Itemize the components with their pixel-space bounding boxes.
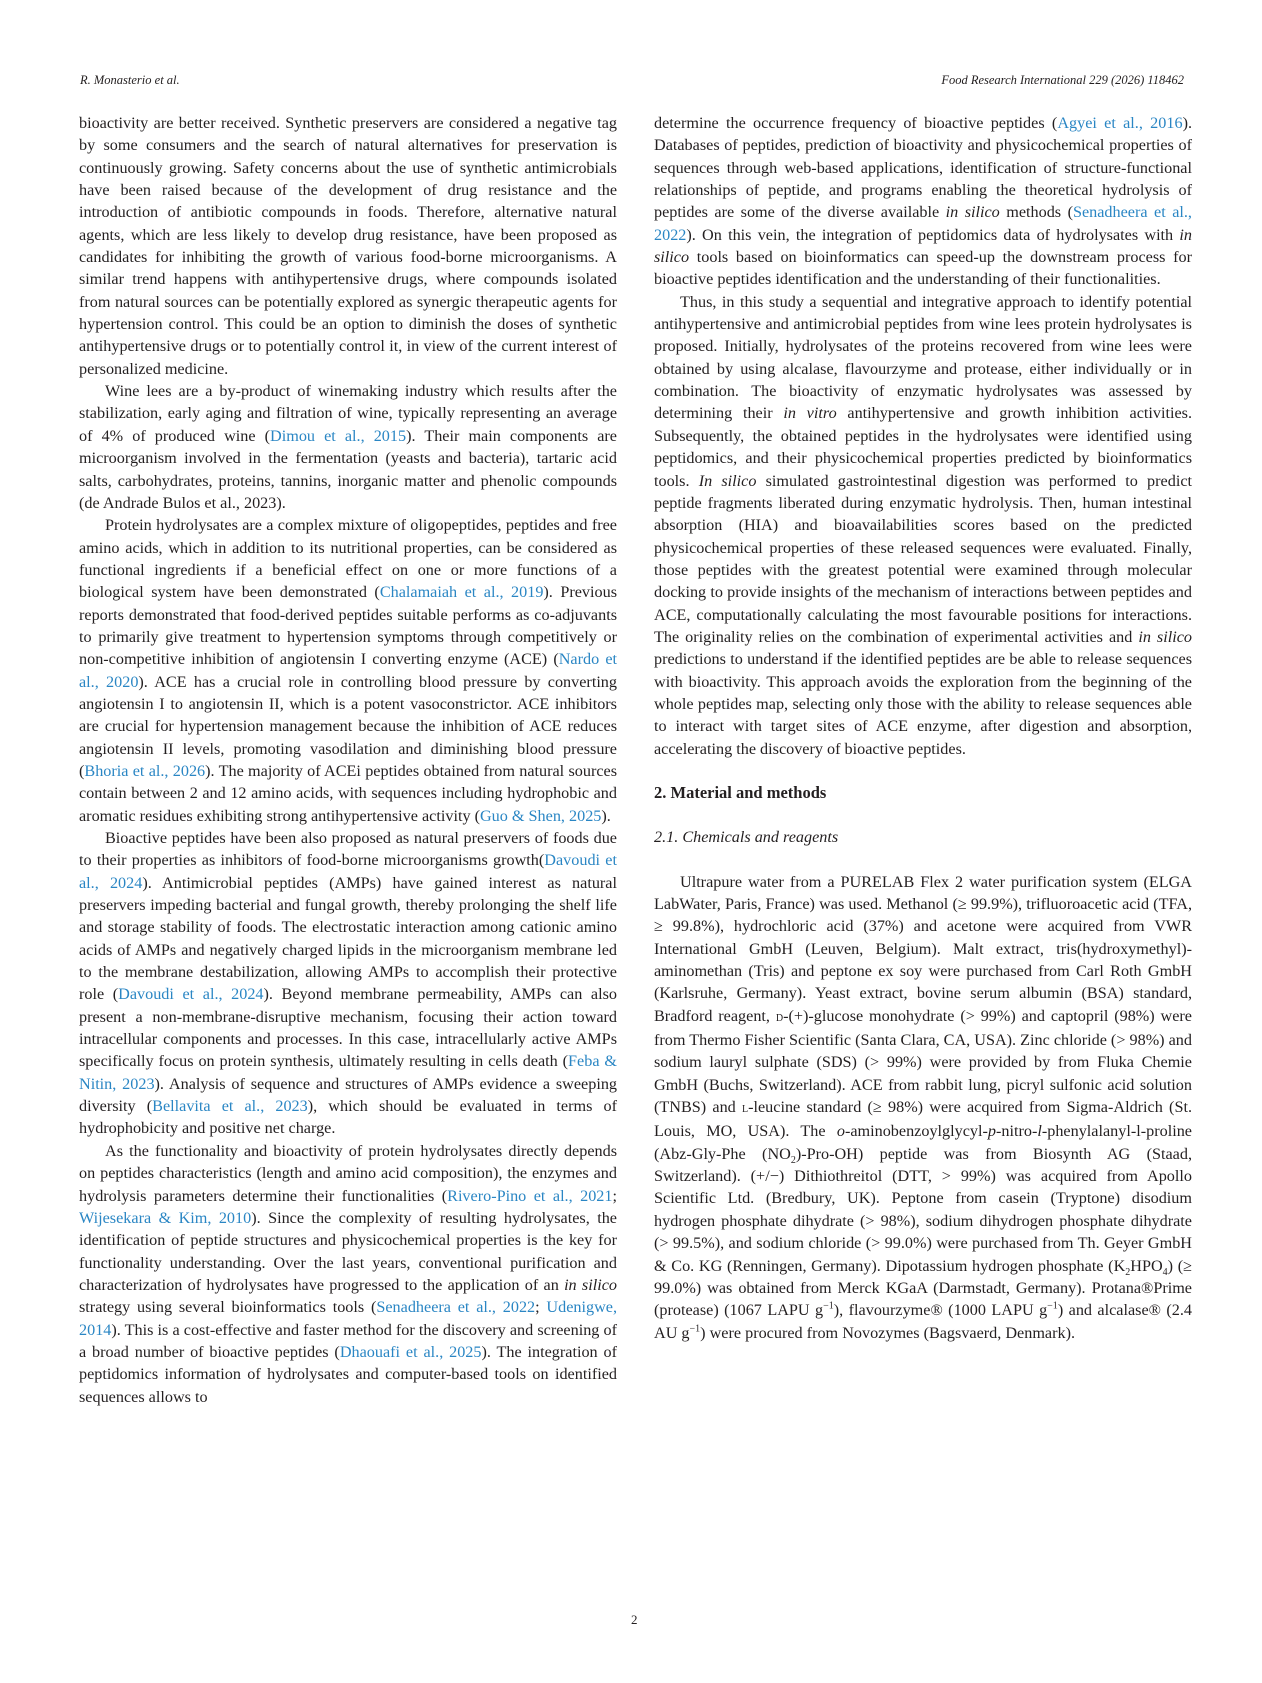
text: antihypertensive and growth inhibition activities. Subsequently, the obtained peptides in the hydrolysates were identified using peptidomics, and their physicochemical properties predicted by bioinformatics tools.: [654, 404, 1192, 490]
text: -phenylalanyl-l-proline (Abz-Gly-Phe (NO: [654, 1122, 1192, 1163]
text: ). ACE has a crucial role in controlling blood pressure by converting angiotensin I to angiotensin II, which is a potent vasoconstrictor. ACE inhibitors are crucial for hypertension management because the inhibition of ACE reduces angiotensin II levels, promoting vasodilation and diminishing blood pressure (: [79, 672, 617, 780]
text: ). The integration of peptidomics information of hydrolysates and computer-based tools on identified sequences allows to: [79, 1342, 617, 1406]
italic-term: in silico: [945, 203, 1000, 222]
running-head-journal: Food Research International 229 (2026) 118462: [941, 73, 1184, 87]
citation-link[interactable]: Feba & Nitin, 2023: [79, 1052, 617, 1093]
text: ). This is a cost-effective and faster method for the discovery and screening of a broad number of bioactive peptides (: [79, 1320, 617, 1361]
text: ) (≥ 99.0%) was obtained from Merck KGaA (Darmstadt, Germany). Protana®Prime (protease) (1067 LAPU g: [654, 1256, 1192, 1320]
text: ). Previous reports demonstrated that food-derived peptides suitable performs as co-adjuvants to primarily give treatment to hypertension symptoms through competitively or non-competitive inhibition of angiotensin I converting enzyme (ACE) (: [79, 583, 617, 669]
text: ) and alcalase® (2.4 AU g: [654, 1301, 1193, 1342]
citation-link[interactable]: Guo & Shen, 2025: [479, 806, 602, 825]
citation-link[interactable]: Udenigwe, 2014: [79, 1298, 617, 1339]
text: -leucine standard (≥ 98%) were acquired from Sigma-Aldrich (St. Louis, MO, USA). The: [654, 1098, 1192, 1141]
text: bioactivity are better received. Synthetic preservers are considered a negative tag by some consumers and the search of natural alternatives for preservation is continuously growing. Safety concerns about the use of synthetic antimicrobials have been raised because of the development of drug resistance and the introduction of antibiotic compounds in foods. Therefore, alternative natural agents, which are less likely to develop drug resistance, have been proposed as candidates for inhibiting the growth of various food-borne microorganisms. A similar trend happens with antihypertensive drugs, where compounds isolated from natural sources can be potentially explored as synergic therapeutic agents for hypertension control. This could be an option to diminish the doses of synthetic antihypertensive drugs or to potentially control it, in view of the current interest of personalized medicine.: [79, 114, 617, 378]
text: ). Beyond membrane permeability, AMPs can also present a non-membrane-disruptive mechanism, focusing their action toward intracellular components and processes. In this case, intracellularly active AMPs specifically focus on protein synthesis, ultimately resulting in cells death (: [79, 985, 617, 1071]
text: ;: [535, 1298, 547, 1317]
citation-link[interactable]: Dhaouafi et al., 2025: [339, 1342, 482, 1361]
citation-link[interactable]: Davoudi et al., 2024: [79, 851, 617, 892]
text: )-Pro-OH) peptide was from Biosynth AG (Staad, Switzerland). (+/−) Dithiothreitol (DTT, > 99%) was acquired from Apollo Scientific Ltd. (Bredbury, UK). Peptone from casein (Tryptone) disodium hydrogen phosphate dihydrate (> 98%), sodium dihydrogen phosphate dihydrate (> 99.5%), and sodium chloride (> 99.0%) were purchased from Th. Geyer GmbH & Co. KG (Renningen, Germany). Dipotassium hydrogen phosphate (K: [654, 1144, 1192, 1275]
small-caps: d: [775, 1009, 784, 1025]
text: ) were procured from Novozymes (Bagsvaerd, Denmark).: [700, 1323, 1076, 1342]
subscript: 4: [1162, 1266, 1168, 1278]
citation-link[interactable]: Senadheera et al., 2022: [376, 1298, 536, 1317]
citation-link[interactable]: Dimou et al., 2015: [270, 426, 407, 445]
subscript: 2: [790, 1155, 796, 1167]
citation-link[interactable]: Senadheera et al., 2022: [654, 203, 1192, 244]
italic-term: in silico: [564, 1275, 617, 1294]
italic-term: in silico: [1138, 627, 1192, 646]
text: ;: [612, 1186, 617, 1205]
superscript: −1: [823, 1300, 834, 1312]
citation-link[interactable]: Chalamaiah et al., 2019: [379, 583, 544, 602]
citation-link[interactable]: Bhoria et al., 2026: [84, 761, 206, 780]
citation-link[interactable]: Rivero-Pino et al., 2021: [447, 1186, 613, 1205]
text: Bioactive peptides have been also proposed as natural preservers of foods due to their properties as inhibitors of food-borne microorganisms growth(: [79, 829, 617, 870]
text: ). Their main components are microorganism involved in the fermentation (yeasts and bacteria), tartaric acid salts, carbohydrates, proteins, tannins, inorganic matter and phenolic compounds (de Andrade Bulos et al., 2023).: [79, 426, 617, 512]
text: HPO: [1130, 1256, 1163, 1275]
italic-term: In silico: [698, 471, 757, 490]
paragraph-in-silico-strategy: [79, 1140, 617, 1408]
paragraph-study-approach: [654, 291, 1192, 760]
text: determine the occurrence frequency of bioactive peptides (: [654, 114, 1058, 132]
section-heading: 2. Material and methods: [654, 782, 827, 802]
paragraph-intro-preservers: [79, 112, 617, 380]
text: tools based on bioinformatics can speed-up the downstream process for bioactive peptides identification and the understanding of their functionalities.: [654, 248, 1192, 289]
text: -aminobenzoylglycyl-: [844, 1122, 988, 1141]
text: ), flavourzyme® (1000 LAPU g: [833, 1301, 1048, 1320]
subscript: 2: [1125, 1266, 1131, 1278]
text: Protein hydrolysates are a complex mixture of oligopeptides, peptides and free amino acids, which in addition to its nutritional properties, can be considered as functional ingredients if a beneficial effect on one or more functions of a biological system have been demonstrated (: [79, 516, 617, 602]
text: methods (: [999, 203, 1073, 222]
text: ), which should be evaluated in terms of hydrophobicity and positive net charge.: [79, 1097, 617, 1138]
text: ).: [601, 806, 611, 825]
text: Thus, in this study a sequential and integrative approach to identify potential antihypertensive and antimicrobial peptides from wine lees protein hydrolysates is proposed. Initially, hydrolysates of the proteins recovered from wine lees were obtained by using alcalase, flavourzyme and protease, either individually or in combination. The bioactivity of enzymatic hydrolysates was assessed by determining their: [654, 292, 1192, 423]
text: Ultrapure water from a PURELAB Flex 2 water purification system (ELGA LabWater, Paris, France) was used. Methanol (≥ 99.9%), trifluoroacetic acid (TFA, ≥ 99.8%), hydrochloric acid (37%) and acetone were acquired from VWR International GmbH (Leuven, Belgium). Malt extract, tris(hydroxymethyl)-aminomethan (Tris) and peptone ex soy were purchased from Carl Roth GmbH (Karlsruhe, Germany). Yeast extract, bovine serum albumin (BSA) standard, Bradford reagent,: [654, 872, 1192, 1025]
text: ). Antimicrobial peptides (AMPs) have gained interest as natural preservers impeding bacterial and fungal growth, thereby prolonging the shelf life and storage stability of foods. The electrostatic interaction among cationic amino acids of AMPs and negatively charged lipids in the microorganism membrane led to the membrane destabilization, allowing AMPs to accomplish their protective role (: [79, 873, 617, 1004]
citation-link[interactable]: Agyei et al., 2016: [1057, 114, 1183, 132]
left-column: [79, 112, 617, 1408]
text: predictions to understand if the identified peptides are be able to release sequences with bioactivity. This approach avoids the exploration from the beginning of the whole peptides map, selecting only those with the ability to release sequences able to interact with target sites of ACE enzyme, after digestion and absorption, accelerating the discovery of bioactive peptides.: [654, 650, 1192, 758]
citation-link[interactable]: Nardo et al., 2020: [79, 650, 618, 691]
paragraph-databases: [654, 112, 1192, 291]
superscript: −1: [689, 1323, 701, 1335]
small-caps: l: [741, 1101, 749, 1117]
text: ). The majority of ACEi peptides obtained from natural sources contain between 2 and 12 amino acids, with sequences including hydrophobic and aromatic residues exhibiting strong antihypertensive activity (: [79, 761, 618, 825]
text: ). Databases of peptides, prediction of bioactivity and physicochemical properties of sequences through web-based applications, identification of structure-functional relationships of peptide, and programs enabling the theoretical hydrolysis of peptides are some of the diverse available: [654, 114, 1192, 222]
text: strategy using several bioinformatics tools (: [79, 1298, 377, 1317]
citation-link[interactable]: Bellavita et al., 2023: [152, 1097, 308, 1116]
paragraph-antimicrobial-peptides: [79, 827, 617, 1140]
italic-term: in vitro: [783, 404, 837, 423]
page-number: 2: [631, 1612, 638, 1627]
text: simulated gastrointestinal digestion was performed to predict peptide fragments liberated during enzymatic hydrolysis. Then, human intestinal absorption (HIA) and bioavailabilities scores based on the predicted physicochemical properties of these released sequences were evaluated. Finally, those peptides with the greatest potential were examined through molecular docking to provide insights of the mechanism of interactions between peptides and ACE, computationally calculating the most favourable positions for interactions. The originality relies on the combination of experimental activities and: [654, 471, 1192, 646]
text: Wine lees are a by-product of winemaking industry which results after the stabilization, early aging and filtration of wine, typically representing an average of 4% of produced wine (: [79, 382, 617, 445]
superscript: −1: [1047, 1300, 1058, 1312]
subsection-heading: 2.1. Chemicals and reagents: [654, 828, 839, 847]
text: ). Analysis of sequence and structures of AMPs evidence a sweeping diversity (: [79, 1074, 618, 1116]
text: ). Since the complexity of resulting hydrolysates, the identification of peptide structures and physicochemical properties is the key for functionality understanding. Over the last years, conventional purification and characterization of hydrolysates have progressed to the application of an: [79, 1208, 617, 1294]
italic-term: l: [1037, 1122, 1042, 1141]
italic-term: p: [987, 1122, 996, 1141]
text: -(+)-glucose monohydrate (> 99%) and captopril (98%) were from Thermo Fisher Scientific (Santa Clara, CA, USA). Zinc chloride (> 98%) and sodium lauryl sulphate (SDS) (> 99%) were provided by from Fluka Chemie GmbH (Buchs, Switzerland). ACE from rabbit lung, picryl sulfonic acid solution (TNBS) and: [654, 1006, 1192, 1117]
citation-link[interactable]: Wijesekara & Kim, 2010: [79, 1208, 252, 1227]
paragraph-wine-lees: [79, 380, 617, 514]
text: -nitro-: [996, 1122, 1038, 1141]
text: ). On this vein, the integration of peptidomics data of hydrolysates with: [686, 225, 1180, 244]
italic-term: in silico: [654, 225, 1192, 267]
paragraph-chemicals: [654, 871, 1192, 1344]
citation-link[interactable]: Davoudi et al., 2024: [118, 985, 264, 1004]
paragraph-protein-hydrolysates: [79, 514, 617, 827]
running-head-authors: R. Monasterio et al.: [80, 73, 180, 87]
right-column: [654, 112, 1192, 1344]
italic-term: o: [836, 1122, 845, 1141]
text: As the functionality and bioactivity of protein hydrolysates directly depends on peptides characteristics (length and amino acid composition), the enzymes and hydrolysis parameters determine their functionalities (: [79, 1141, 617, 1205]
